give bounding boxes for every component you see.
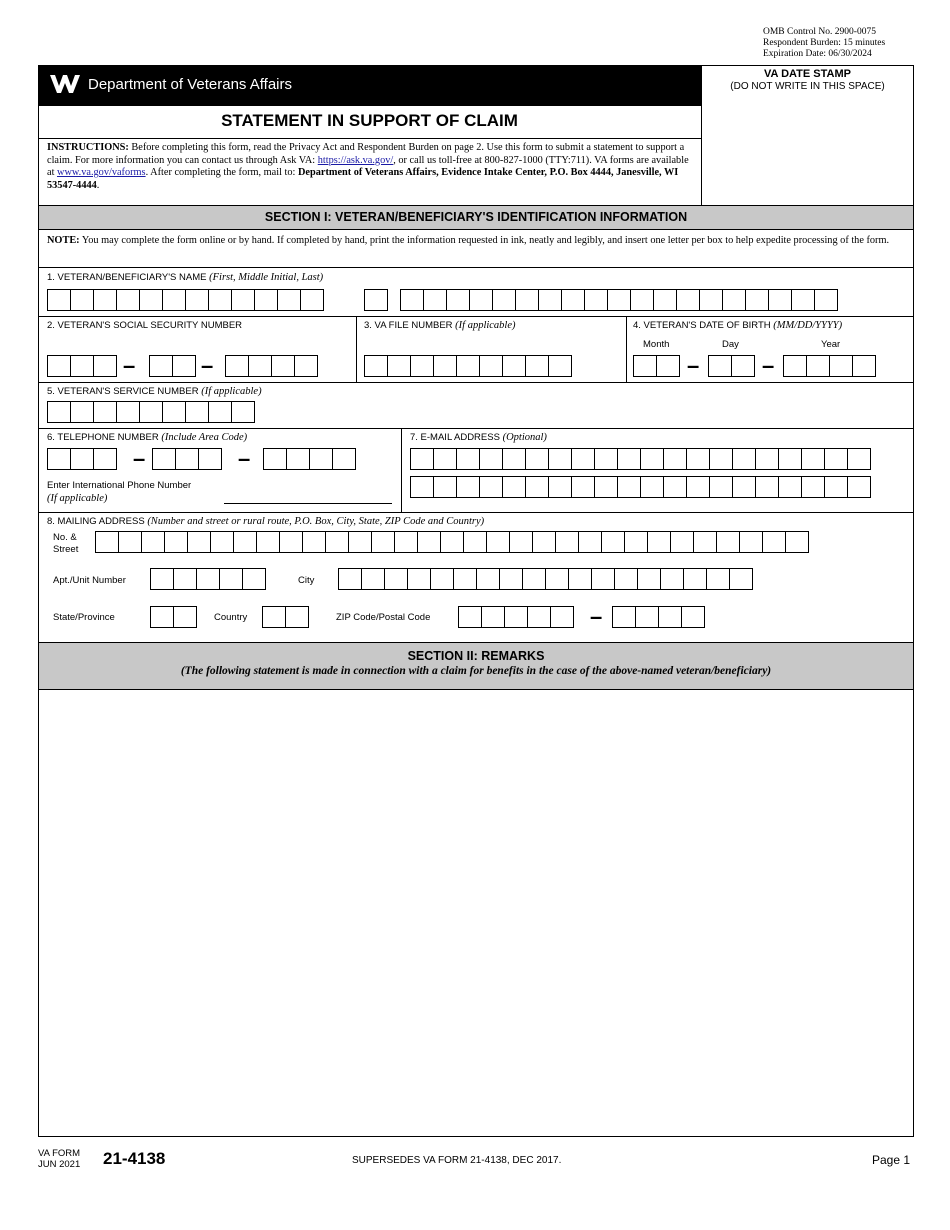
char-box[interactable]	[458, 606, 482, 628]
char-box[interactable]	[348, 531, 372, 553]
char-box[interactable]	[550, 606, 574, 628]
char-box[interactable]	[476, 568, 500, 590]
city-label: City	[298, 575, 315, 586]
char-box[interactable]	[699, 289, 723, 311]
char-box[interactable]	[545, 568, 569, 590]
char-box[interactable]	[456, 355, 480, 377]
char-box[interactable]	[248, 355, 272, 377]
dob-month-boxes[interactable]	[633, 355, 679, 377]
dob-label: 4. VETERAN'S DATE OF BIRTH (MM/DD/YYYY)	[633, 320, 843, 331]
ssn-boxes-1[interactable]	[47, 355, 116, 377]
char-box[interactable]	[410, 355, 434, 377]
instructions: INSTRUCTIONS: Before completing this form, read the Privacy Act and Respondent Burden on page 2. Use this form to submit a statement to support a claim. For more information you can contact us through Ask VA: https://ask.va.gov/, or call us toll-free at 800-827-1000 (TTY:711). VA forms are available at www.va.gov/vaforms. After completing the form, mail to: Department of Veterans Affairs, Evidence Intake Center, P.O. Box 4444, Janesville, WI 53547-4444.	[47, 142, 689, 191]
char-box[interactable]	[847, 476, 871, 498]
state-boxes[interactable]	[150, 606, 196, 628]
char-box[interactable]	[332, 448, 356, 470]
char-box[interactable]	[656, 355, 680, 377]
char-box[interactable]	[555, 531, 579, 553]
char-box[interactable]	[364, 289, 388, 311]
dob-day-boxes[interactable]	[708, 355, 754, 377]
char-box[interactable]	[285, 606, 309, 628]
char-box[interactable]	[706, 568, 730, 590]
char-box[interactable]	[732, 448, 756, 470]
section-1-title: SECTION I: VETERAN/BENEFICIARY'S IDENTIFICATION INFORMATION	[264, 210, 688, 224]
char-box[interactable]	[693, 531, 717, 553]
form-title: STATEMENT IN SUPPORT OF CLAIM	[221, 111, 518, 130]
char-box[interactable]	[525, 476, 549, 498]
char-box[interactable]	[173, 606, 197, 628]
char-box[interactable]	[568, 568, 592, 590]
char-box[interactable]	[801, 476, 825, 498]
char-box[interactable]	[150, 568, 174, 590]
char-box[interactable]	[709, 476, 733, 498]
city-boxes[interactable]	[338, 568, 752, 590]
char-box[interactable]	[571, 476, 595, 498]
footer-form-number: 21-4138	[103, 1149, 166, 1168]
char-box[interactable]	[729, 568, 753, 590]
char-box[interactable]	[801, 448, 825, 470]
char-box[interactable]	[538, 289, 562, 311]
email-label: 7. E-MAIL ADDRESS (Optional)	[410, 432, 547, 443]
footer-page: Page 1	[872, 1153, 911, 1167]
char-box[interactable]	[410, 448, 434, 470]
char-box[interactable]	[361, 568, 385, 590]
apt-label: Apt./Unit Number	[53, 575, 126, 586]
divider	[626, 316, 627, 382]
char-box[interactable]	[70, 289, 94, 311]
email-boxes-2[interactable]	[410, 476, 870, 498]
char-box[interactable]	[254, 289, 278, 311]
char-box[interactable]	[162, 289, 186, 311]
instructions-text-1: Before completing this form, read the Privacy Act and Respondent Burden on page 2. Use this form to submit a statement to support a claim. For more information you can contact us through Ask VA:	[47, 142, 685, 166]
intl-phone-label: Enter International Phone Number	[47, 480, 192, 491]
char-box[interactable]	[302, 531, 326, 553]
char-box[interactable]	[525, 355, 549, 377]
char-box[interactable]	[479, 476, 503, 498]
char-box[interactable]	[778, 448, 802, 470]
date-stamp-title: VA DATE STAMP	[764, 68, 851, 80]
char-box[interactable]	[93, 289, 117, 311]
char-box[interactable]	[663, 476, 687, 498]
dob-year-label: Year	[821, 339, 841, 350]
char-box[interactable]	[653, 289, 677, 311]
char-box[interactable]	[231, 289, 255, 311]
char-box[interactable]	[785, 531, 809, 553]
char-box[interactable]	[591, 568, 615, 590]
last-name-boxes[interactable]	[400, 289, 837, 311]
char-box[interactable]	[456, 448, 480, 470]
remarks-textarea[interactable]	[40, 691, 912, 1135]
char-box[interactable]	[286, 448, 310, 470]
char-box[interactable]	[614, 568, 638, 590]
va-forms-link[interactable]: www.va.gov/vaforms	[57, 167, 146, 178]
char-box[interactable]	[578, 531, 602, 553]
char-box[interactable]	[139, 289, 163, 311]
char-box[interactable]	[479, 355, 503, 377]
divider	[38, 138, 701, 139]
char-box[interactable]	[571, 448, 595, 470]
ask-va-link[interactable]: https://ask.va.gov/	[317, 154, 394, 166]
footer-form-label: VA FORM JUN 2021	[38, 1148, 81, 1170]
divider	[38, 428, 914, 429]
char-box[interactable]	[263, 448, 287, 470]
char-box[interactable]	[663, 448, 687, 470]
char-box[interactable]	[499, 568, 523, 590]
char-box[interactable]	[635, 606, 659, 628]
char-box[interactable]	[612, 606, 636, 628]
separator-dash: –	[238, 446, 251, 471]
separator-dash: –	[762, 353, 775, 378]
char-box[interactable]	[47, 401, 71, 423]
mailing-address: Department of Veterans Affairs, Evidence Intake Center, P.O. Box 4444, Janesville, WI 53547-4444	[47, 167, 679, 191]
char-box[interactable]	[732, 476, 756, 498]
divider	[38, 267, 914, 268]
char-box[interactable]	[364, 355, 388, 377]
char-box[interactable]	[279, 531, 303, 553]
char-box[interactable]	[208, 289, 232, 311]
char-box[interactable]	[739, 531, 763, 553]
char-box[interactable]	[233, 531, 257, 553]
char-box[interactable]	[47, 448, 71, 470]
char-box[interactable]	[640, 448, 664, 470]
char-box[interactable]	[676, 289, 700, 311]
char-box[interactable]	[847, 448, 871, 470]
char-box[interactable]	[683, 568, 707, 590]
char-box[interactable]	[814, 289, 838, 311]
char-box[interactable]	[783, 355, 807, 377]
char-box[interactable]	[640, 476, 664, 498]
dob-day-label: Day	[722, 339, 739, 350]
char-box[interactable]	[162, 401, 186, 423]
char-box[interactable]	[371, 531, 395, 553]
name-label: 1. VETERAN/BENEFICIARY'S NAME (First, Middle Initial, Last)	[47, 272, 324, 283]
separator-dash: –	[133, 446, 146, 471]
char-box[interactable]	[502, 355, 526, 377]
char-box[interactable]	[469, 289, 493, 311]
char-box[interactable]	[532, 531, 556, 553]
email-boxes-1[interactable]	[410, 448, 870, 470]
char-box[interactable]	[118, 531, 142, 553]
char-box[interactable]	[548, 476, 572, 498]
char-box[interactable]	[446, 289, 470, 311]
char-box[interactable]	[522, 568, 546, 590]
service-number-label: 5. VETERAN'S SERVICE NUMBER (If applicable)	[47, 386, 262, 397]
char-box[interactable]	[709, 448, 733, 470]
service-number-boxes[interactable]	[47, 401, 254, 423]
char-box[interactable]	[198, 448, 222, 470]
char-box[interactable]	[561, 289, 585, 311]
char-box[interactable]	[172, 355, 196, 377]
char-box[interactable]	[231, 401, 255, 423]
char-box[interactable]	[440, 531, 464, 553]
char-box[interactable]	[173, 568, 197, 590]
zip-boxes-2[interactable]	[612, 606, 704, 628]
char-box[interactable]	[300, 289, 324, 311]
char-box[interactable]	[152, 448, 176, 470]
va-file-boxes[interactable]	[364, 355, 571, 377]
char-box[interactable]	[486, 531, 510, 553]
divider	[38, 512, 914, 513]
state-label: State/Province	[53, 612, 115, 623]
char-box[interactable]	[548, 448, 572, 470]
char-box[interactable]	[225, 355, 249, 377]
char-box[interactable]	[150, 606, 174, 628]
char-box[interactable]	[47, 355, 71, 377]
note: NOTE: You may complete the form online or by hand. If completed by hand, print the information requested in ink, neatly and legibly, and insert one letter per box to help expedite processing of the form.	[47, 235, 890, 246]
char-box[interactable]	[433, 355, 457, 377]
divider	[38, 105, 701, 106]
omb-control: OMB Control No. 2900-0075	[763, 27, 876, 37]
divider	[38, 316, 914, 317]
instructions-label: INSTRUCTIONS:	[47, 142, 129, 153]
char-box[interactable]	[479, 448, 503, 470]
char-box[interactable]	[824, 448, 848, 470]
country-label: Country	[214, 612, 248, 623]
char-box[interactable]	[242, 568, 266, 590]
phone-line-boxes[interactable]	[263, 448, 355, 470]
char-box[interactable]	[164, 531, 188, 553]
char-box[interactable]	[525, 448, 549, 470]
date-stamp-note: (DO NOT WRITE IN THIS SPACE)	[730, 81, 885, 92]
char-box[interactable]	[630, 289, 654, 311]
char-box[interactable]	[481, 606, 505, 628]
omb-expiration: Expiration Date: 06/30/2024	[763, 49, 872, 59]
char-box[interactable]	[453, 568, 477, 590]
char-box[interactable]	[594, 448, 618, 470]
char-box[interactable]	[686, 476, 710, 498]
char-box[interactable]	[417, 531, 441, 553]
char-box[interactable]	[778, 476, 802, 498]
char-box[interactable]	[502, 476, 526, 498]
char-box[interactable]	[502, 448, 526, 470]
char-box[interactable]	[686, 448, 710, 470]
char-box[interactable]	[47, 289, 71, 311]
ssn-boxes-2[interactable]	[149, 355, 195, 377]
char-box[interactable]	[829, 355, 853, 377]
intl-phone-line[interactable]	[224, 503, 392, 504]
char-box[interactable]	[149, 355, 173, 377]
instructions-text-2: , or call us toll-free at 800-827-1000 (TTY:711). VA forms are available at	[47, 154, 689, 178]
char-box[interactable]	[400, 289, 424, 311]
phone-prefix-boxes[interactable]	[152, 448, 221, 470]
divider	[38, 229, 914, 230]
char-box[interactable]	[731, 355, 755, 377]
street-label: No. & Street	[53, 532, 79, 555]
char-box[interactable]	[745, 289, 769, 311]
instructions-text-3: . After completing the form, mail to:	[145, 167, 296, 178]
char-box[interactable]	[762, 531, 786, 553]
char-box[interactable]	[116, 401, 140, 423]
note-text: You may complete the form online or by hand. If completed by hand, print the information requested in ink, neatly and legibly, and insert one letter per box to help expedite processing of the form.	[81, 235, 890, 246]
char-box[interactable]	[116, 289, 140, 311]
section-2-subtitle: (The following statement is made in connection with a claim for benefits in the case of the above-named veteran/beneficiary)	[180, 665, 772, 677]
zip-boxes-1[interactable]	[458, 606, 573, 628]
footer-supersedes: SUPERSEDES VA FORM 21-4138, DEC 2017.	[352, 1155, 562, 1166]
separator-dash: –	[687, 353, 700, 378]
char-box[interactable]	[509, 531, 533, 553]
street-boxes[interactable]	[95, 531, 808, 553]
char-box[interactable]	[93, 448, 117, 470]
agency-name: Department of Veterans Affairs	[88, 76, 293, 93]
char-box[interactable]	[338, 568, 362, 590]
divider	[356, 316, 357, 382]
char-box[interactable]	[637, 568, 661, 590]
separator-dash: –	[201, 353, 214, 378]
char-box[interactable]	[716, 531, 740, 553]
char-box[interactable]	[394, 531, 418, 553]
char-box[interactable]	[722, 289, 746, 311]
char-box[interactable]	[456, 476, 480, 498]
char-box[interactable]	[504, 606, 528, 628]
char-box[interactable]	[139, 401, 163, 423]
char-box[interactable]	[93, 401, 117, 423]
char-box[interactable]	[548, 355, 572, 377]
char-box[interactable]	[294, 355, 318, 377]
omb-burden: Respondent Burden: 15 minutes	[763, 38, 886, 48]
char-box[interactable]	[515, 289, 539, 311]
char-box[interactable]	[463, 531, 487, 553]
char-box[interactable]	[852, 355, 876, 377]
section-2-header	[39, 643, 913, 689]
char-box[interactable]	[617, 476, 641, 498]
intl-phone-hint: (If applicable)	[47, 493, 108, 504]
char-box[interactable]	[196, 568, 220, 590]
char-box[interactable]	[633, 355, 657, 377]
ssn-label: 2. VETERAN'S SOCIAL SECURITY NUMBER	[47, 320, 243, 331]
char-box[interactable]	[660, 568, 684, 590]
char-box[interactable]	[70, 401, 94, 423]
char-box[interactable]	[277, 289, 301, 311]
char-box[interactable]	[806, 355, 830, 377]
char-box[interactable]	[185, 401, 209, 423]
char-box[interactable]	[387, 355, 411, 377]
separator-dash: –	[590, 604, 603, 629]
char-box[interactable]	[325, 531, 349, 553]
char-box[interactable]	[141, 531, 165, 553]
zip-label: ZIP Code/Postal Code	[336, 612, 431, 623]
char-box[interactable]	[755, 476, 779, 498]
va-logo-icon	[48, 71, 82, 102]
char-box[interactable]	[433, 448, 457, 470]
char-box[interactable]	[219, 568, 243, 590]
dob-month-label: Month	[643, 339, 670, 350]
char-box[interactable]	[175, 448, 199, 470]
country-boxes[interactable]	[262, 606, 308, 628]
char-box[interactable]	[658, 606, 682, 628]
divider	[401, 428, 402, 512]
char-box[interactable]	[670, 531, 694, 553]
char-box[interactable]	[430, 568, 454, 590]
char-box[interactable]	[208, 401, 232, 423]
char-box[interactable]	[423, 289, 447, 311]
char-box[interactable]	[185, 289, 209, 311]
char-box[interactable]	[187, 531, 211, 553]
char-box[interactable]	[681, 606, 705, 628]
char-box[interactable]	[407, 568, 431, 590]
char-box[interactable]	[708, 355, 732, 377]
divider	[38, 382, 914, 383]
char-box[interactable]	[410, 476, 434, 498]
char-box[interactable]	[384, 568, 408, 590]
phone-area-boxes[interactable]	[47, 448, 116, 470]
agency-header	[38, 65, 701, 105]
char-box[interactable]	[262, 606, 286, 628]
char-box[interactable]	[791, 289, 815, 311]
char-box[interactable]	[256, 531, 280, 553]
char-box[interactable]	[768, 289, 792, 311]
char-box[interactable]	[433, 476, 457, 498]
omb-info	[763, 27, 885, 60]
phone-label: 6. TELEPHONE NUMBER (Include Area Code)	[47, 432, 248, 443]
mailing-address-label: 8. MAILING ADDRESS (Number and street or rural route, P.O. Box, City, State, ZIP Code and Country)	[47, 516, 485, 527]
char-box[interactable]	[607, 289, 631, 311]
char-box[interactable]	[624, 531, 648, 553]
char-box[interactable]	[93, 355, 117, 377]
char-box[interactable]	[617, 448, 641, 470]
char-box[interactable]	[584, 289, 608, 311]
ssn-boxes-3[interactable]	[225, 355, 317, 377]
char-box[interactable]	[271, 355, 295, 377]
va-file-label: 3. VA FILE NUMBER (If applicable)	[364, 320, 516, 331]
char-box[interactable]	[594, 476, 618, 498]
char-box[interactable]	[70, 448, 94, 470]
char-box[interactable]	[647, 531, 671, 553]
char-box[interactable]	[755, 448, 779, 470]
char-box[interactable]	[601, 531, 625, 553]
char-box[interactable]	[309, 448, 333, 470]
apt-boxes[interactable]	[150, 568, 265, 590]
divider	[38, 689, 914, 690]
char-box[interactable]	[492, 289, 516, 311]
first-name-boxes[interactable]	[47, 289, 323, 311]
char-box[interactable]	[824, 476, 848, 498]
char-box[interactable]	[95, 531, 119, 553]
middle-initial-box[interactable]	[364, 289, 387, 311]
separator-dash: –	[123, 353, 136, 378]
section-1-header	[39, 206, 913, 229]
dob-year-boxes[interactable]	[783, 355, 875, 377]
char-box[interactable]	[527, 606, 551, 628]
section-2-title: SECTION II: REMARKS	[407, 649, 545, 663]
char-box[interactable]	[70, 355, 94, 377]
char-box[interactable]	[210, 531, 234, 553]
